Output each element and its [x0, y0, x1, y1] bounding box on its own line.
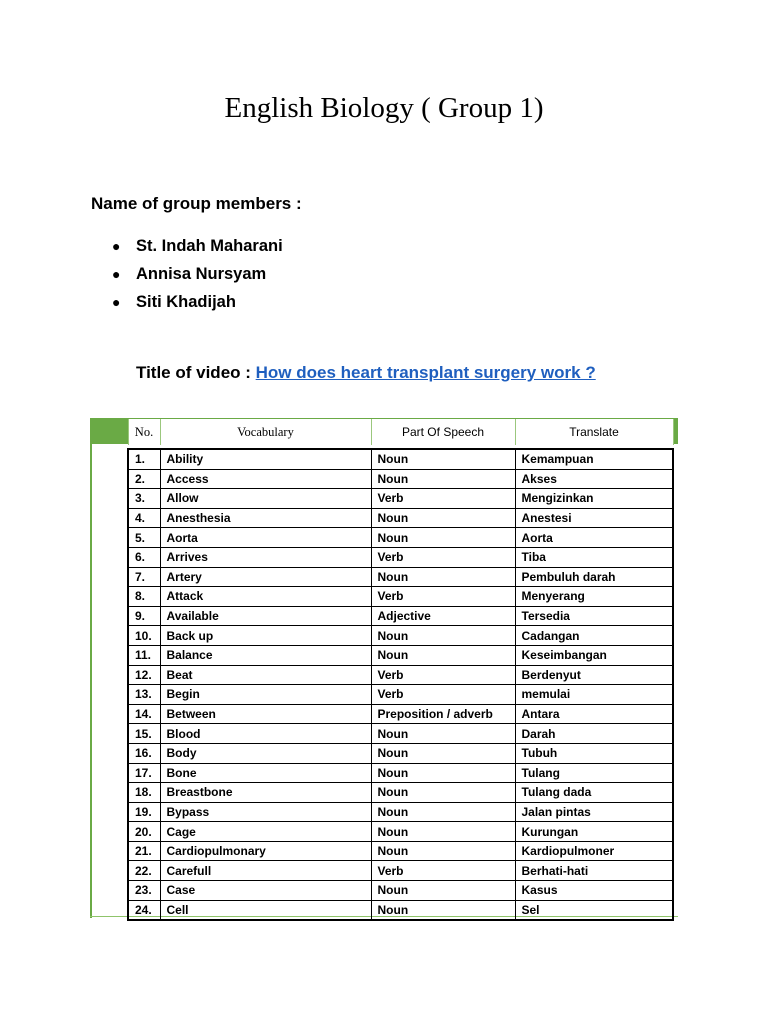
- header-vocabulary: Vocabulary: [160, 419, 371, 445]
- cell-part-of-speech: Verb: [371, 665, 515, 685]
- cell-vocabulary: Artery: [160, 567, 371, 587]
- cell-translate: Antara: [515, 704, 673, 724]
- cell-translate: Darah: [515, 724, 673, 744]
- cell-vocabulary: Balance: [160, 645, 371, 665]
- cell-translate: Kasus: [515, 881, 673, 901]
- table-row: [128, 567, 673, 587]
- cell-translate: Tiba: [515, 547, 673, 567]
- cell-no: 21.: [128, 841, 160, 861]
- member-name: Annisa Nursyam: [136, 264, 267, 283]
- cell-no: 10.: [128, 626, 160, 646]
- page-title: English Biology ( Group 1): [224, 92, 544, 124]
- cell-translate: Berhati-hati: [515, 861, 673, 881]
- table-row: [128, 763, 673, 783]
- cell-part-of-speech: Preposition / adverb: [371, 704, 515, 724]
- cell-part-of-speech: Noun: [371, 528, 515, 548]
- bullet-icon: ●: [112, 238, 121, 254]
- cell-no: 15.: [128, 724, 160, 744]
- cell-part-of-speech: Noun: [371, 626, 515, 646]
- cell-vocabulary: Blood: [160, 724, 371, 744]
- cell-translate: Tulang dada: [515, 783, 673, 803]
- member-name: Siti Khadijah: [136, 292, 236, 311]
- table-row: [128, 743, 673, 763]
- cell-vocabulary: Allow: [160, 489, 371, 509]
- cell-translate: Kemampuan: [515, 449, 673, 469]
- cell-vocabulary: Bypass: [160, 802, 371, 822]
- cell-translate: Cadangan: [515, 626, 673, 646]
- cell-part-of-speech: Noun: [371, 783, 515, 803]
- cell-no: 14.: [128, 704, 160, 724]
- cell-vocabulary: Attack: [160, 587, 371, 607]
- cell-vocabulary: Ability: [160, 449, 371, 469]
- table-left-rule: [90, 444, 92, 918]
- cell-no: 2.: [128, 469, 160, 489]
- cell-part-of-speech: Verb: [371, 547, 515, 567]
- table-row: [128, 528, 673, 548]
- cell-vocabulary: Bone: [160, 763, 371, 783]
- cell-part-of-speech: Noun: [371, 881, 515, 901]
- cell-part-of-speech: Noun: [371, 763, 515, 783]
- table-row: [128, 665, 673, 685]
- table-row: [128, 587, 673, 607]
- cell-translate: Pembuluh darah: [515, 567, 673, 587]
- list-item: [112, 232, 283, 260]
- cell-vocabulary: Begin: [160, 685, 371, 705]
- cell-translate: Tulang: [515, 763, 673, 783]
- cell-translate: Kurungan: [515, 822, 673, 842]
- header-no: No.: [128, 419, 160, 445]
- table-row: [128, 724, 673, 744]
- table-body: [128, 449, 673, 920]
- cell-translate: memulai: [515, 685, 673, 705]
- members-list: [112, 232, 283, 316]
- cell-part-of-speech: Noun: [371, 900, 515, 920]
- member-name: St. Indah Maharani: [136, 236, 283, 255]
- members-heading: Name of group members :: [91, 194, 302, 213]
- table-row: [128, 547, 673, 567]
- cell-vocabulary: Beat: [160, 665, 371, 685]
- cell-vocabulary: Cage: [160, 822, 371, 842]
- cell-part-of-speech: Noun: [371, 645, 515, 665]
- table-row: [128, 802, 673, 822]
- table-row: [128, 469, 673, 489]
- cell-part-of-speech: Noun: [371, 822, 515, 842]
- cell-part-of-speech: Verb: [371, 861, 515, 881]
- table-row: [128, 900, 673, 920]
- table-row: [128, 704, 673, 724]
- table-row: [128, 489, 673, 509]
- table-row: [128, 606, 673, 626]
- cell-vocabulary: Access: [160, 469, 371, 489]
- video-link[interactable]: How does heart transplant surgery work ?: [255, 363, 596, 382]
- cell-vocabulary: Cell: [160, 900, 371, 920]
- cell-no: 4.: [128, 508, 160, 528]
- bullet-icon: ●: [112, 266, 121, 282]
- table-row: [128, 449, 673, 469]
- cell-no: 16.: [128, 743, 160, 763]
- cell-part-of-speech: Adjective: [371, 606, 515, 626]
- table-header-row: [128, 419, 673, 445]
- table-row: [128, 822, 673, 842]
- cell-no: 7.: [128, 567, 160, 587]
- cell-part-of-speech: Noun: [371, 508, 515, 528]
- cell-vocabulary: Available: [160, 606, 371, 626]
- cell-part-of-speech: Verb: [371, 489, 515, 509]
- header-translate: Translate: [515, 419, 673, 445]
- table-row: [128, 881, 673, 901]
- video-label: Title of video :: [136, 363, 256, 382]
- video-title-line: [136, 363, 596, 383]
- cell-vocabulary: Anesthesia: [160, 508, 371, 528]
- cell-no: 20.: [128, 822, 160, 842]
- cell-part-of-speech: Noun: [371, 743, 515, 763]
- cell-part-of-speech: Noun: [371, 567, 515, 587]
- table-row: [128, 861, 673, 881]
- cell-vocabulary: Between: [160, 704, 371, 724]
- cell-no: 12.: [128, 665, 160, 685]
- cell-no: 22.: [128, 861, 160, 881]
- cell-part-of-speech: Noun: [371, 802, 515, 822]
- cell-vocabulary: Arrives: [160, 547, 371, 567]
- table-row: [128, 508, 673, 528]
- cell-translate: Sel: [515, 900, 673, 920]
- cell-no: 17.: [128, 763, 160, 783]
- cell-translate: Aorta: [515, 528, 673, 548]
- cell-translate: Keseimbangan: [515, 645, 673, 665]
- cell-no: 23.: [128, 881, 160, 901]
- cell-vocabulary: Back up: [160, 626, 371, 646]
- cell-no: 5.: [128, 528, 160, 548]
- cell-no: 18.: [128, 783, 160, 803]
- table-row: [128, 783, 673, 803]
- cell-vocabulary: Cardiopulmonary: [160, 841, 371, 861]
- list-item: [112, 260, 283, 288]
- cell-no: 3.: [128, 489, 160, 509]
- cell-part-of-speech: Noun: [371, 449, 515, 469]
- cell-vocabulary: Body: [160, 743, 371, 763]
- cell-part-of-speech: Verb: [371, 587, 515, 607]
- cell-no: 19.: [128, 802, 160, 822]
- cell-vocabulary: Aorta: [160, 528, 371, 548]
- cell-translate: Anestesi: [515, 508, 673, 528]
- vocabulary-table: [127, 419, 674, 921]
- bullet-icon: ●: [112, 294, 121, 310]
- cell-no: 11.: [128, 645, 160, 665]
- cell-no: 9.: [128, 606, 160, 626]
- cell-translate: Jalan pintas: [515, 802, 673, 822]
- cell-part-of-speech: Noun: [371, 469, 515, 489]
- cell-no: 13.: [128, 685, 160, 705]
- cell-vocabulary: Breastbone: [160, 783, 371, 803]
- cell-no: 8.: [128, 587, 160, 607]
- cell-vocabulary: Carefull: [160, 861, 371, 881]
- cell-no: 1.: [128, 449, 160, 469]
- cell-translate: Menyerang: [515, 587, 673, 607]
- header-part-of-speech: Part Of Speech: [371, 419, 515, 445]
- table-row: [128, 841, 673, 861]
- cell-part-of-speech: Noun: [371, 724, 515, 744]
- vocabulary-table-container: [90, 418, 678, 918]
- table-row: [128, 645, 673, 665]
- cell-part-of-speech: Noun: [371, 841, 515, 861]
- table-row: [128, 685, 673, 705]
- cell-no: 6.: [128, 547, 160, 567]
- cell-translate: Tersedia: [515, 606, 673, 626]
- table-row: [128, 626, 673, 646]
- cell-part-of-speech: Verb: [371, 685, 515, 705]
- cell-translate: Tubuh: [515, 743, 673, 763]
- cell-translate: Akses: [515, 469, 673, 489]
- list-item: [112, 288, 283, 316]
- cell-vocabulary: Case: [160, 881, 371, 901]
- cell-translate: Mengizinkan: [515, 489, 673, 509]
- cell-no: 24.: [128, 900, 160, 920]
- cell-translate: Berdenyut: [515, 665, 673, 685]
- cell-translate: Kardiopulmoner: [515, 841, 673, 861]
